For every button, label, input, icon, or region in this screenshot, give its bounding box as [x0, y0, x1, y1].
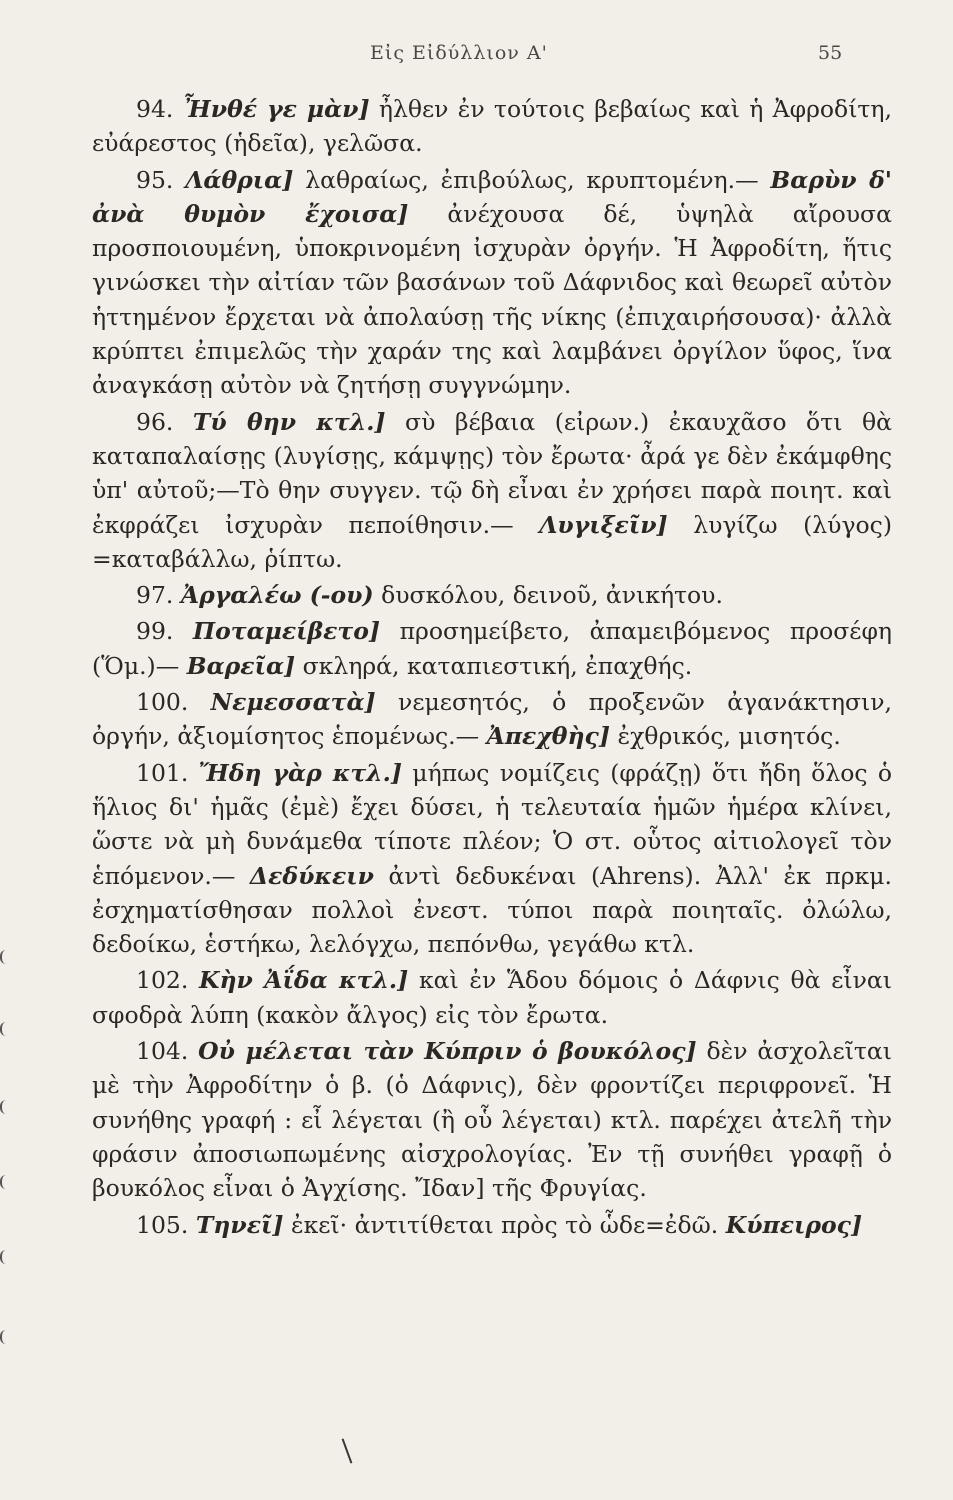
gloss: σὺ βέβαια (εἰρων.) ἐκαυχᾶσο ὅτι θὰ καταπαλαίσῃς (λυγίσῃς, κάμψῃς) τὸν ἔρωτα· ἆρά γε δὲν ἐκάμφθης ὑπ' αὐτοῦ;—Τὸ θην συγγεν. τῷ δὴ εἶναι ἐν χρήσει παρὰ ποιητ. καὶ ἐκφράζει ἰσχυρὰν πεποίθησιν.— — [92, 407, 892, 539]
gloss: δὲν ἀσχολεῖται μὲ τὴν Ἀφροδίτην ὁ β. (ὁ Δάφνις), δὲν φροντίζει περιφρονεῖ. Ἡ συνήθης γραφή : εἶ λέγεται (ἢ οὗ λέγεται) κτλ. παρέχει ἀτελῆ τὴν φράσιν ἀποσιωπωμένης αἰσχρολογίας. Ἐν τῇ συνήθει γραφῇ ὁ βουκόλος εἶναι ὁ Ἀγχίσης. Ἴδαν] τῆς Φρυγίας. — [92, 1037, 892, 1203]
gloss: λαθραίως, ἐπιβούλως, κρυπτομένη.— — [305, 165, 759, 194]
margin-mark — [0, 1022, 9, 1036]
verse-number: 96. — [136, 407, 174, 436]
gloss: νεμεσητός, ὁ προξενῶν ἀγανάκτησιν, ὀργήν, ἀξιομίσητος ἑπομένως.— — [92, 688, 892, 751]
margin-mark — [0, 950, 9, 964]
verse-number: 105. — [136, 1210, 189, 1239]
margin-mark — [0, 1175, 9, 1189]
lemma: Νεμεσσατὰ] — [210, 688, 376, 717]
gloss: μήπως νομίζεις (φράζῃ) ὅτι ἤδη ὅλος ὁ ἥλιος δι' ἡμᾶς (ἐμὲ) ἔχει δύσει, ἡ τελευταία ἡμῶν ἡμέρα κλίνει, ὥστε νὰ μὴ δυνάμεθα τίποτε πλέον; Ὁ στ. οὗτος αἰτιολογεῖ τὸν ἑπόμενον.— — [92, 758, 892, 890]
verse-number: 94. — [136, 95, 174, 123]
gloss: καὶ ἐν Ἅδου δόμοις ὁ Δάφνις θὰ εἶναι σφοδρὰ λύπη (κακὸν ἄλγος) εἰς τὸν ἔρωτα. — [92, 966, 892, 1029]
lemma: Τύ θην κτλ.] — [192, 407, 386, 436]
commentary-entry — [92, 756, 892, 962]
verse-number: 97. — [136, 581, 174, 610]
lemma: Ἀργαλέω (-ου) — [180, 581, 374, 610]
commentary-entry — [92, 405, 892, 576]
margin-mark — [0, 1100, 9, 1114]
commentary-entry — [92, 614, 892, 683]
commentary-entry — [92, 1208, 892, 1242]
gloss: ἦλθεν ἐν τούτοις βεβαίως καὶ ἡ Ἀφροδίτη, εὐάρεστος (ἡδεῖα), γελῶσα. — [92, 95, 892, 158]
verse-number: 104. — [136, 1037, 189, 1066]
commentary-entry — [92, 1034, 892, 1205]
lemma: Ἦνθέ γε μὰν] — [182, 95, 370, 123]
lemma: Βαρὺν δ' ἀνὰ θυμὸν ἔχοισα] — [92, 165, 892, 228]
gloss: σκληρά, καταπιεστική, ἐπαχθής. — [302, 651, 693, 680]
lemma: Τηνεῖ] — [195, 1210, 284, 1239]
gloss: δυσκόλου, δεινοῦ, ἀνικήτου. — [381, 581, 723, 610]
margin-mark — [0, 1250, 9, 1264]
lemma: Ἀπεχθὴς] — [486, 722, 610, 751]
lemma: Βαρεῖα] — [186, 651, 296, 680]
commentary-entry — [92, 92, 892, 161]
commentary-entry — [92, 578, 892, 612]
lemma: Κύπειρος] — [725, 1210, 863, 1239]
gloss: ἐχθρικός, μισητός. — [617, 722, 841, 751]
commentary-entry — [92, 963, 892, 1032]
verse-number: 102. — [136, 966, 189, 995]
gloss: προσημείβετο, ἀπαμειβόμενος προσέφη (Ὅμ.)— — [92, 617, 892, 680]
lemma: Οὐ μέλεται τὰν Κύπριν ὁ βουκόλος] — [198, 1037, 697, 1066]
gloss: ἀνέχουσα δέ, ὑψηλὰ αἴρουσα προσποιουμένη, ὑποκρινομένη ἰσχυρὰν ὀργήν. Ἡ Ἀφροδίτη, ἥτις γινώσκει τὴν αἰτίαν τῶν βασάνων τοῦ Δάφνιδος καὶ θεωρεῖ αὐτὸν ἡττημένον ἔρχεται νὰ ἀπολαύσῃ τῆς νίκης (ἐπιχαιρήσουσα)· ἀλλὰ κρύπτει ἐπιμελῶς τὴν χαράν της καὶ λαμβάνει ὀργίλον ὕφος, ἵνα ἀναγκάσῃ αὐτὸν νὰ ζητήσῃ συγγνώμην. — [92, 199, 892, 400]
page-number: 55 — [818, 42, 843, 64]
lemma: Λάθρια] — [185, 165, 294, 194]
verse-number: 99. — [136, 617, 174, 646]
lemma: Δεδύκειν — [249, 861, 374, 890]
gloss: λυγίζω (λύγος) =καταβάλλω, ῥίπτω. — [92, 510, 892, 573]
page-header — [0, 42, 953, 82]
verse-number: 100. — [136, 688, 189, 717]
commentary-entry — [92, 163, 892, 403]
gloss: ἀντὶ δεδυκέναι (Ahrens). Ἀλλ' ἐκ πρκμ. ἐσχηματίσθησαν πολλοὶ ἐνεστ. τύποι παρὰ ποιηταῖς. ὀλώλω, δεδοίκω, ἑστήκω, λελόγχω, πεπόνθω, γεγάθω κτλ. — [92, 861, 892, 959]
commentary-body — [92, 92, 892, 1244]
lemma: Ἤδη γὰρ κτλ.] — [198, 758, 402, 787]
margin-mark — [0, 1330, 9, 1344]
running-title: Εἰς Εἰδύλλιον Α' — [370, 42, 548, 64]
lemma: Ποταμείβετο] — [192, 617, 381, 646]
verse-number: 101. — [136, 758, 189, 787]
gloss: ἐκεῖ· ἀντιτίθεται πρὸς τὸ ὧδε=ἐδῶ. — [290, 1210, 719, 1239]
lemma: Λυγιξεῖν] — [539, 510, 668, 539]
margin-bleed-marks — [0, 950, 10, 1370]
commentary-entry — [92, 685, 892, 754]
ink-stray-mark — [342, 1438, 353, 1463]
verse-number: 95. — [136, 165, 174, 194]
lemma: Κὴν Ἀΐδα κτλ.] — [199, 966, 409, 995]
